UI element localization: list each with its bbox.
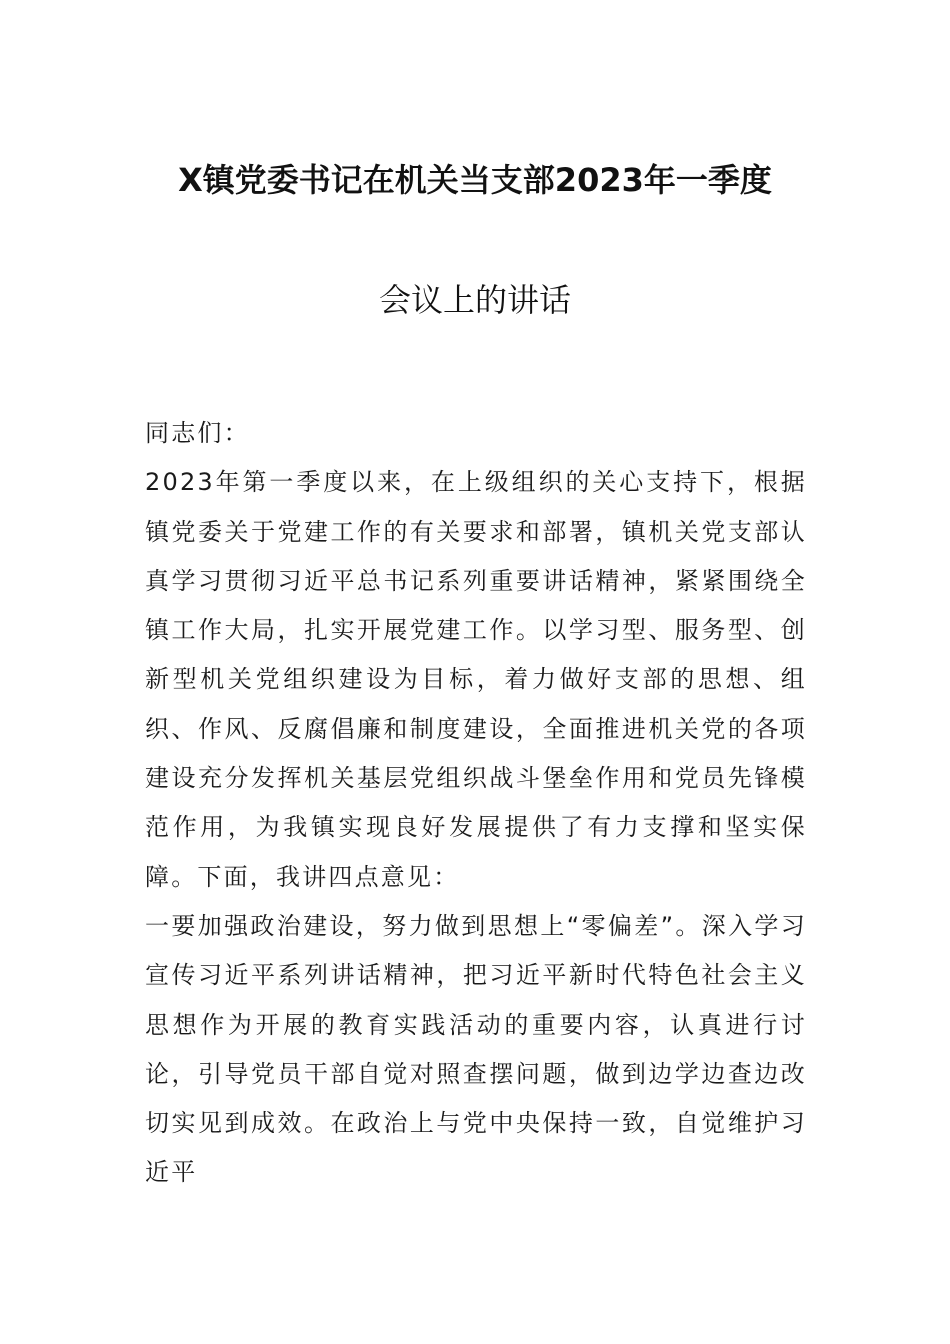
document-body [145,409,807,1198]
document-title-line1: X镇党委书记在机关当支部2023年一季度 [178,161,772,199]
document-title-line2: 会议上的讲话 [378,281,571,319]
paragraph-2: 一要加强政治建设，努力做到思想上“零偏差”。深入学习宣传习近平系列讲话精神，把习近平新时代特色社会主义思想作为开展的教育实践活动的重要内容，认真进行讨论，引导党员干部自觉对照查摆问题，做到边学边查边改切实见到成效。在政治上与党中央保持一致，自觉维护习近平 [145,911,807,1187]
paragraph-1: 2023年第一季度以来，在上级组织的关心支持下，根据镇党委关于党建工作的有关要求和部署，镇机关党支部认真学习贯彻习近平总书记系列重要讲话精神，紧紧围绕全镇工作大局，扎实开展党建工作。以学习型、服务型、创新型机关党组织建设为目标，着力做好支部的思想、组织、作风、反腐倡廉和制度建设，全面推进机关党的各项建设充分发挥机关基层党组织战斗堡垒作用和党员先锋模范作用，为我镇实现良好发展提供了有力支撑和坚实保障。下面，我讲四点意见： [145,468,807,891]
salutation: 同志们： [145,419,250,447]
